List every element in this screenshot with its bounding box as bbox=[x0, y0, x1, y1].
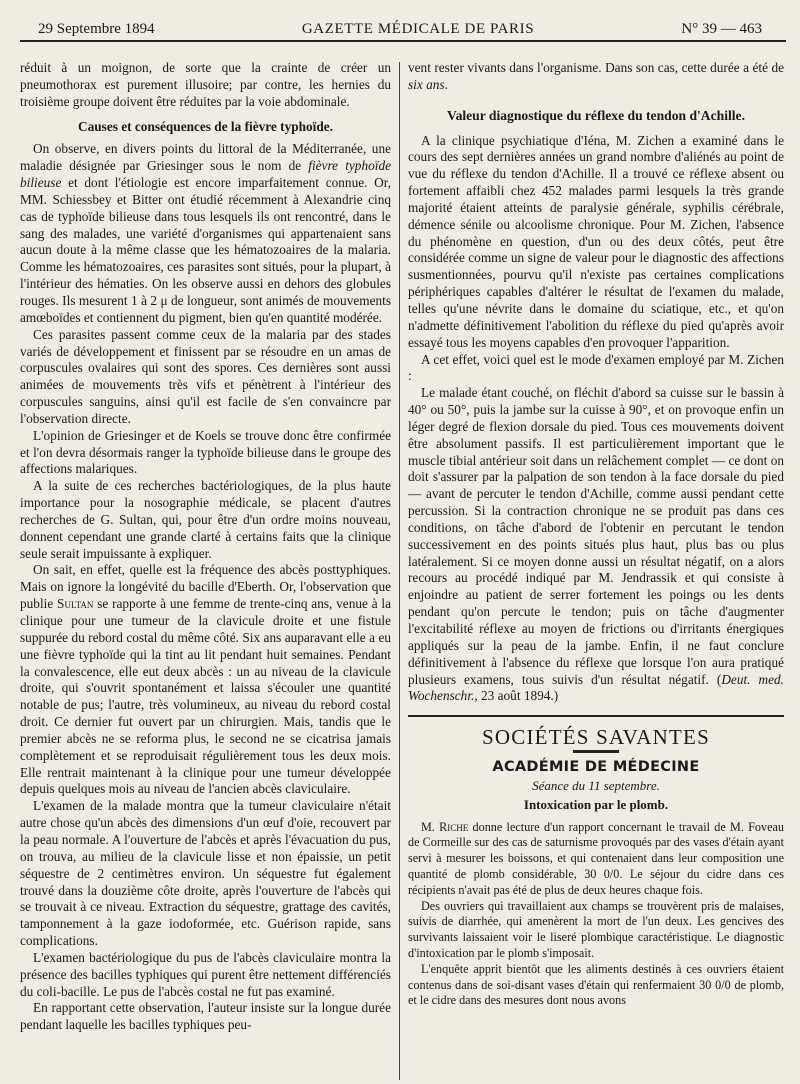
short-rule bbox=[573, 750, 619, 753]
header-date: 29 Septembre 1894 bbox=[38, 21, 155, 37]
paragraph: L'examen bactériologique du pus de l'abcès claviculaire montra la présence des bacilles typhiques qui purent être nettement différenciés du coli-bacille. Le pus de l'abcès costal ne fut pas examiné. bbox=[20, 949, 391, 999]
header-title: GAZETTE MÉDICALE DE PARIS bbox=[301, 21, 535, 37]
paragraph: A cet effet, voici quel est le mode d'examen employé par M. Zichen : bbox=[408, 351, 784, 384]
page-header bbox=[38, 12, 762, 38]
paragraph: A la clinique psychiatique d'Iéna, M. Zichen a examiné dans le cours des sept dernières années un grand nombre d'aliénés au point de vue du réflexe du tendon d'Achille. Il a trouvé ce réflexe absent ou fortement affaibli chez 452 malades parmi lesquels la très grande majorité étaient atteints de paralysie générale, syphilis cérébrale, démence sénile ou alcoolisme chronique. Pour M. Zichen, l'absence du phénomène en question, d'un ou des deux côtés, peut être considérée comme un signe de valeur pour le diagnostic des affections susmentionnées, pourvu qu'il n'existe pas certaines complications périphériques capables d'altérer le résultat de l'examen du malade, telles qu'une névrite dans le domaine du sciatique, etc., et qu'on n'admette définitivement l'abolition du réflexe du pied qu'après avoir essayé tous les moyens capables d'en provoquer l'apparition. bbox=[408, 132, 784, 350]
paragraph: M. Riche donne lecture d'un rapport concernant le travail de M. Foveau de Cormeille sur des cas de saturnisme provoqués par des vases d'étain ayant servi à mesurer les boissons, et qui contenaient dans leur composition une quantité de plomb considérable, 30 0/0. Le séjour du cidre dans ces récipients n'avait pas été de plus de deux heures chaque fois. bbox=[408, 819, 784, 897]
paragraph: En rapportant cette observation, l'auteur insiste sur la longue durée pendant laquelle les bacilles typhiques peu- bbox=[20, 1000, 391, 1033]
paragraph: A la suite de ces recherches bactériologiques, de la plus haute importance pour la nosographie médicale, se placent d'autres recherches de G. Sultan, qui, pour être d'un ordre moins nouveau, donnent cependant une grande clarté à certains faits que la clinique seule serait impuissante à expliquer. bbox=[20, 478, 391, 561]
left-column bbox=[20, 60, 391, 1080]
paragraph: réduit à un moignon, de sorte que la crainte de créer un pneumothorax est purement illusoire; par contre, les hernies du troisième groupe doivent être réduites par la voie abdominale. bbox=[20, 60, 391, 109]
paragraph: vent rester vivants dans l'organisme. Dans son cas, cette durée a été de six ans. bbox=[408, 60, 784, 92]
section-rule bbox=[408, 715, 784, 717]
societes-heading: SOCIÉTÉS SAVANTES bbox=[482, 725, 710, 750]
section-heading: Valeur diagnostique du réflexe du tendon d'Achille. bbox=[447, 107, 745, 123]
section-heading: Causes et conséquences de la fièvre typhoïde. bbox=[78, 118, 333, 134]
header-issue: N° 39 — 463 bbox=[681, 21, 762, 37]
academie-heading: ACADÉMIE DE MÉDECINE bbox=[492, 759, 700, 776]
subject-heading: Intoxication par le plomb. bbox=[523, 796, 669, 812]
paragraph: Le malade étant couché, on fléchit d'abord sa cuisse sur le bassin à 40° ou 50°, puis la jambe sur la cuisse à 90°, et on provoque enfin un léger degré de flexion dorsale du pied. Tous ces mouvements doivent être absolument passifs. Il est particulièrement important que le muscle tibial antérieur soit dans un relâchement complet — ce dont on doit s'assurer par la palpation de son tendon à la face dorsale du pied — avant de percuter le tendon d'Achille, comme aussi pendant cette percussion. Si la contraction chronique ne se produit pas dans ces conditions, on tâche d'abord de l'obtenir en percutant le tendon successivement en des points situés plus haut, plus bas ou plus latéralement. Si ce moyen donne aussi un résultat négatif, on a alors recours au procédé indiqué par M. Jendrassik et qui consiste à enjoindre au patient de serrer fortement les poings ou les dents pendant qu'on percute le tendon; puis on tâche d'augmenter l'excitabilité réflexe au moyen de frictions ou d'irritants énergiques appliqués sur la peau de la jambe. Enfin, il ne faut conclure définitivement à l'absence du réflexe que lorsque l'on aura pratiqué plusieurs examens, tous suivis d'un résultat négatif. (Deut. med. Wochenschr., 23 août 1894.) bbox=[408, 385, 784, 704]
seance-date: Séance du 11 septembre. bbox=[532, 777, 660, 793]
paragraph: Des ouvriers qui travaillaient aux champs se trouvèrent pris de malaises, suivis de diarrhée, qui amenèrent la mort de l'un deux. Les gencives des survivants laissaient voir le liseré plombique caractéristique. Le diagnostic d'intoxication par le plomb s'imposait. bbox=[408, 898, 784, 960]
paragraph: L'examen de la malade montra que la tumeur claviculaire n'était autre chose qu'un abcès des dimensions d'un œuf d'oie, recouvert par la peau normale. A l'ouverture de l'abcès et après l'évacuation du pus, on trouva, au milieu de la clavicule lisse et non épaissie, un petit séquestre de 2 centimètres environ. Un séquestre fut également trouvé dans la douzième côte droite, après l'ouverture de l'abcès qui se trouvait à ce niveau. Extraction du séquestre, grattage des cavités, tamponnement à la gaze iodoformée, etc. Guérison rapide, sans complications. bbox=[20, 798, 391, 949]
header-rule bbox=[20, 40, 786, 42]
paragraph: L'opinion de Griesinger et de Koels se trouve donc être confirmée et l'on devra désormais ranger la typhoïde bilieuse dans le groupe des affections malariques. bbox=[20, 427, 391, 477]
paragraph: Ces parasites passent comme ceux de la malaria par des stades variés de développement et finissent par se résoudre en un amas de corpuscules ovalaires qui sont des spores. Ces dernières sont aussi animées de mouvements très vifs et pénètrent à l'intérieur des corpuscules sanguins, ainsi qu'il est facile de s'en convaincre par l'observation directe. bbox=[20, 326, 391, 426]
right-column bbox=[408, 60, 784, 1080]
column-separator bbox=[399, 62, 400, 1080]
paragraph: On observe, en divers points du littoral de la Méditerranée, une maladie désignée par Griesinger sous le nom de fièvre typhoïde bilieuse et dont l'étiologie est encore imparfaitement connue. Or, MM. Schiessbey et Bitter ont étudié récemment à Alexandrie cinq cas de typhoïde bilieuse dans tous lesquels ils ont rencontré, dans le sang des malades, une variété d'organismes qui appartenaient sans aucun doute à la même classe que les hématozoaires de la malaria. Comme les hématozoaires, ces parasites sont situés, pour la plupart, à l'intérieur des hématies. On les observe aussi en dehors des globules rouges. Ils mesurent 1 à 2 μ de longueur, sont animés de mouvements amœboïdes et contiennent du pigment, bien qu'en quantité modérée. bbox=[20, 141, 391, 325]
paragraph: L'enquête apprit bientôt que les aliments destinés à ces ouvriers étaient contenus dans de soi-disant vases d'étain qui renfermaient 30 0/0 de plomb, et le cidre dans des mesures dont nous avons bbox=[408, 961, 784, 1008]
paragraph: On sait, en effet, quelle est la fréquence des abcès posttyphiques. Mais on ignore la longévité du bacille d'Eberth. Or, l'observation que publie Sultan se rapporte à une femme de trente-cinq ans, venue à la clinique pour une tumeur de la clavicule droite et une fistule suppurée du rebord costal du même côté. Six ans auparavant elle a eu une fièvre typhoïde qui la tint au lit pendant huit semaines. Pendant la convalescence, elle eut deux abcès : un au niveau de la clavicule droite, qui s'ouvrit spontanément et laissa s'écouler une quantité notable de pus; l'autre, très volumineux, au niveau du rebord costal droit. Ce dernier fut ouvert par un chirurgien. Mais, tandis que le premier abcès ne se reforma plus, le second ne se cicatrisa jamais complètement et se reproduisait régulièrement tous les deux mois. Elle rentrait maintenant à la clinique pour une tumeur développée depuis quelques mois au niveau de l'ancien abcès claviculaire. bbox=[20, 562, 391, 797]
